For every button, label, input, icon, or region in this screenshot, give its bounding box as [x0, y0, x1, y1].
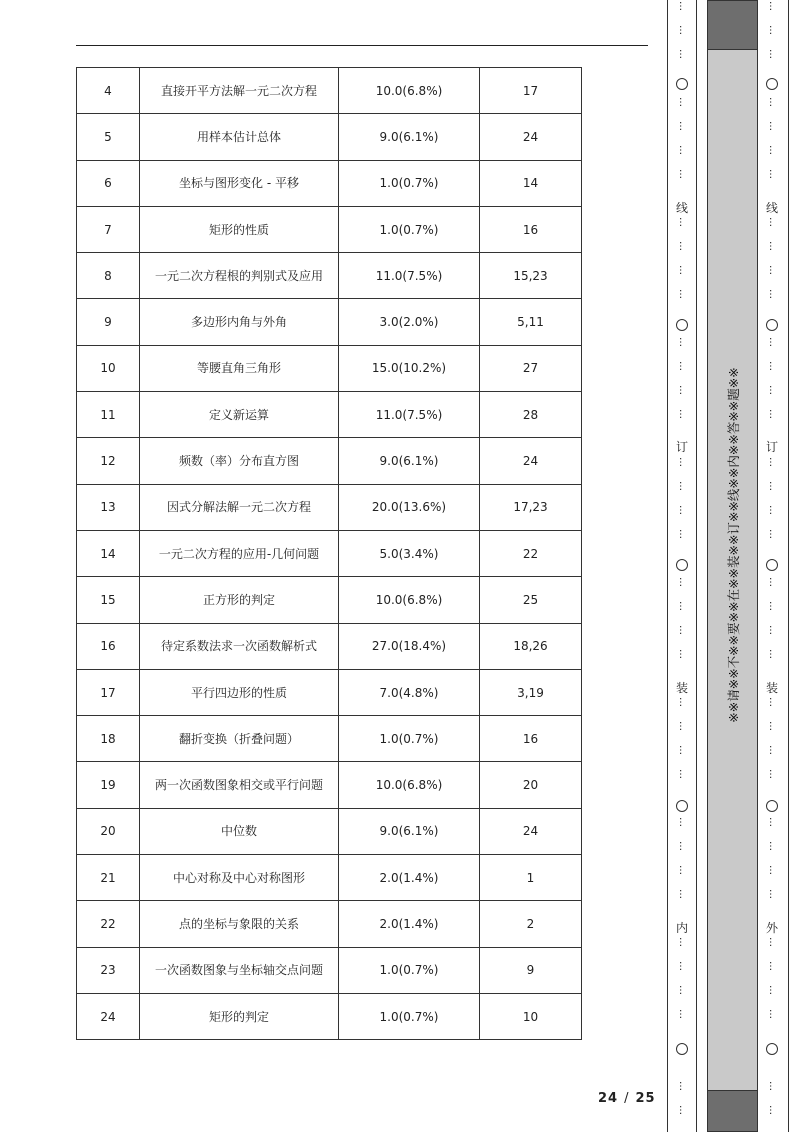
binding-dots-icon: …	[677, 865, 688, 875]
binding-dots-icon: …	[677, 817, 688, 827]
binding-dots-icon: …	[677, 769, 688, 779]
binding-dots-icon: …	[677, 529, 688, 539]
binding-column-inner	[674, 0, 690, 1132]
table-row	[77, 530, 582, 576]
binding-ring-icon	[676, 559, 688, 571]
binding-cap-bottom	[707, 1090, 758, 1132]
binding-dots-icon: …	[677, 49, 688, 59]
cell-score: 20.0(13.6%)	[339, 484, 480, 530]
table-row	[77, 716, 582, 762]
binding-dots-icon: …	[767, 97, 778, 107]
header-rule	[76, 45, 648, 46]
cell-number: 18	[77, 716, 140, 762]
binding-dots-icon: …	[767, 121, 778, 131]
cell-number: 22	[77, 901, 140, 947]
cell-items: 16	[480, 716, 582, 762]
binding-dots-icon: …	[677, 361, 688, 371]
binding-ring-icon	[766, 559, 778, 571]
binding-dots-icon: …	[767, 265, 778, 275]
binding-dots-icon: …	[767, 145, 778, 155]
cell-topic: 直接开平方法解一元二次方程	[140, 68, 339, 114]
table-row	[77, 993, 582, 1039]
binding-dots-icon: …	[677, 1081, 688, 1091]
cell-items: 20	[480, 762, 582, 808]
binding-dots-icon: …	[767, 577, 778, 587]
page-number	[598, 1091, 656, 1106]
cell-number: 7	[77, 206, 140, 252]
binding-dots-icon: …	[767, 1105, 778, 1115]
cell-topic: 矩形的性质	[140, 206, 339, 252]
binding-dots-icon: …	[677, 457, 688, 467]
table-row	[77, 623, 582, 669]
cell-items: 24	[480, 808, 582, 854]
table-row	[77, 669, 582, 715]
binding-dots-icon: …	[767, 289, 778, 299]
binding-dots-icon: …	[767, 769, 778, 779]
cell-items: 27	[480, 345, 582, 391]
cell-number: 4	[77, 68, 140, 114]
cell-items: 22	[480, 530, 582, 576]
binding-dots-icon: …	[767, 337, 778, 347]
binding-dots-icon: …	[677, 145, 688, 155]
binding-dots-icon: …	[677, 577, 688, 587]
cell-topic: 矩形的判定	[140, 993, 339, 1039]
cell-number: 21	[77, 855, 140, 901]
cell-items: 24	[480, 438, 582, 484]
binding-dots-icon: …	[677, 385, 688, 395]
cell-topic: 频数（率）分布直方图	[140, 438, 339, 484]
cell-score: 9.0(6.1%)	[339, 808, 480, 854]
binding-line-right	[788, 0, 789, 1132]
cell-items: 18,26	[480, 623, 582, 669]
cell-topic: 因式分解法解一元二次方程	[140, 484, 339, 530]
binding-ring-icon	[766, 1043, 778, 1055]
binding-ring-icon	[766, 78, 778, 90]
cell-score: 11.0(7.5%)	[339, 392, 480, 438]
binding-dots-icon: …	[767, 481, 778, 491]
knowledge-point-table	[76, 67, 582, 1040]
cell-items: 5,11	[480, 299, 582, 345]
binding-dots-icon: …	[767, 985, 778, 995]
cell-items: 2	[480, 901, 582, 947]
binding-dots-icon: …	[677, 1105, 688, 1115]
table-row	[77, 68, 582, 114]
binding-ring-icon	[676, 78, 688, 90]
cell-score: 27.0(18.4%)	[339, 623, 480, 669]
binding-line-inner	[696, 0, 697, 1132]
binding-dots-icon: …	[767, 169, 778, 179]
binding-ring-icon	[676, 1043, 688, 1055]
cell-topic: 等腰直角三角形	[140, 345, 339, 391]
cell-items: 24	[480, 114, 582, 160]
cell-score: 1.0(0.7%)	[339, 993, 480, 1039]
binding-dots-icon: …	[767, 1, 778, 11]
cell-topic: 多边形内角与外角	[140, 299, 339, 345]
cell-score: 9.0(6.1%)	[339, 114, 480, 160]
cell-topic: 正方形的判定	[140, 577, 339, 623]
cell-score: 11.0(7.5%)	[339, 253, 480, 299]
cell-score: 1.0(0.7%)	[339, 716, 480, 762]
binding-dots-icon: …	[767, 385, 778, 395]
binding-dots-icon: …	[767, 457, 778, 467]
current-page: 24	[598, 1091, 619, 1106]
cell-score: 10.0(6.8%)	[339, 762, 480, 808]
cell-number: 16	[77, 623, 140, 669]
cell-score: 1.0(0.7%)	[339, 160, 480, 206]
table-row	[77, 484, 582, 530]
binding-dots-icon: …	[767, 409, 778, 419]
binding-ring-icon	[676, 319, 688, 331]
cell-number: 17	[77, 669, 140, 715]
binding-dots-icon: …	[677, 265, 688, 275]
binding-dots-icon: …	[767, 961, 778, 971]
cell-topic: 用样本估计总体	[140, 114, 339, 160]
cell-score: 10.0(6.8%)	[339, 68, 480, 114]
table-row	[77, 345, 582, 391]
binding-warning-text: ※※请※※不※※要※※在※※装※※订※※线※※内※※答※※题※※	[726, 367, 741, 723]
cell-score: 2.0(1.4%)	[339, 855, 480, 901]
binding-dots-icon: …	[677, 937, 688, 947]
cell-topic: 一元二次方程的应用-几何问题	[140, 530, 339, 576]
table-body	[77, 68, 582, 1040]
table-row	[77, 206, 582, 252]
table-row	[77, 855, 582, 901]
table-row	[77, 577, 582, 623]
binding-column-outer	[764, 0, 780, 1132]
total-pages: 25	[635, 1091, 656, 1106]
binding-dots-icon: …	[677, 697, 688, 707]
binding-label: 外	[765, 921, 778, 935]
binding-dots-icon: …	[677, 409, 688, 419]
binding-dots-icon: …	[677, 889, 688, 899]
binding-dots-icon: …	[767, 529, 778, 539]
cell-number: 13	[77, 484, 140, 530]
table-row	[77, 438, 582, 484]
binding-label: 装	[675, 681, 688, 695]
binding-dots-icon: …	[677, 25, 688, 35]
cell-items: 16	[480, 206, 582, 252]
binding-dots-icon: …	[767, 361, 778, 371]
binding-dots-icon: …	[767, 841, 778, 851]
binding-dots-icon: …	[677, 217, 688, 227]
binding-dots-icon: …	[677, 601, 688, 611]
binding-dots-icon: …	[767, 217, 778, 227]
binding-label: 订	[765, 440, 778, 454]
binding-ring-icon	[766, 319, 778, 331]
binding-dots-icon: …	[677, 841, 688, 851]
cell-topic: 中位数	[140, 808, 339, 854]
binding-dots-icon: …	[677, 121, 688, 131]
binding-label: 内	[675, 921, 688, 935]
cell-items: 28	[480, 392, 582, 438]
table-row	[77, 808, 582, 854]
binding-dots-icon: …	[767, 1009, 778, 1019]
binding-dots-icon: …	[767, 865, 778, 875]
cell-items: 17	[480, 68, 582, 114]
cell-number: 23	[77, 947, 140, 993]
binding-dots-icon: …	[767, 817, 778, 827]
cell-topic: 一元二次方程根的判别式及应用	[140, 253, 339, 299]
cell-score: 1.0(0.7%)	[339, 206, 480, 252]
binding-label: 线	[675, 201, 688, 215]
cell-number: 24	[77, 993, 140, 1039]
binding-label: 订	[675, 440, 688, 454]
cell-items: 10	[480, 993, 582, 1039]
cell-items: 17,23	[480, 484, 582, 530]
cell-score: 3.0(2.0%)	[339, 299, 480, 345]
table-row	[77, 253, 582, 299]
binding-dots-icon: …	[677, 721, 688, 731]
table-row	[77, 392, 582, 438]
binding-dots-icon: …	[767, 697, 778, 707]
table-row	[77, 160, 582, 206]
cell-number: 9	[77, 299, 140, 345]
cell-number: 8	[77, 253, 140, 299]
cell-number: 15	[77, 577, 140, 623]
table-row	[77, 762, 582, 808]
cell-topic: 两一次函数图象相交或平行问题	[140, 762, 339, 808]
binding-dots-icon: …	[677, 745, 688, 755]
cell-score: 10.0(6.8%)	[339, 577, 480, 623]
binding-dots-icon: …	[767, 937, 778, 947]
cell-items: 14	[480, 160, 582, 206]
binding-dots-icon: …	[677, 169, 688, 179]
cell-items: 3,19	[480, 669, 582, 715]
binding-dots-icon: …	[767, 745, 778, 755]
binding-dots-icon: …	[767, 625, 778, 635]
cell-score: 5.0(3.4%)	[339, 530, 480, 576]
cell-topic: 一次函数图象与坐标轴交点问题	[140, 947, 339, 993]
cell-items: 1	[480, 855, 582, 901]
cell-topic: 定义新运算	[140, 392, 339, 438]
binding-dots-icon: …	[767, 241, 778, 251]
binding-dots-icon: …	[677, 961, 688, 971]
binding-dots-icon: …	[677, 241, 688, 251]
table-row	[77, 299, 582, 345]
binding-dots-icon: …	[677, 97, 688, 107]
cell-topic: 待定系数法求一次函数解析式	[140, 623, 339, 669]
cell-number: 12	[77, 438, 140, 484]
cell-number: 19	[77, 762, 140, 808]
binding-dots-icon: …	[677, 1009, 688, 1019]
cell-score: 9.0(6.1%)	[339, 438, 480, 484]
binding-dots-icon: …	[767, 889, 778, 899]
binding-dots-icon: …	[767, 49, 778, 59]
binding-ring-icon	[676, 800, 688, 812]
cell-number: 11	[77, 392, 140, 438]
binding-dots-icon: …	[677, 289, 688, 299]
binding-dots-icon: …	[677, 985, 688, 995]
cell-number: 10	[77, 345, 140, 391]
binding-dots-icon: …	[767, 649, 778, 659]
table-row	[77, 901, 582, 947]
binding-dots-icon: …	[767, 25, 778, 35]
binding-dots-icon: …	[767, 505, 778, 515]
cell-items: 15,23	[480, 253, 582, 299]
table-row	[77, 114, 582, 160]
binding-dots-icon: …	[677, 505, 688, 515]
cell-items: 25	[480, 577, 582, 623]
binding-ring-icon	[766, 800, 778, 812]
cell-score: 1.0(0.7%)	[339, 947, 480, 993]
binding-dots-icon: …	[677, 481, 688, 491]
cell-score: 15.0(10.2%)	[339, 345, 480, 391]
table-row	[77, 947, 582, 993]
binding-label: 线	[765, 201, 778, 215]
binding-line-left	[667, 0, 668, 1132]
cell-number: 5	[77, 114, 140, 160]
binding-dots-icon: …	[767, 1081, 778, 1091]
cell-topic: 坐标与图形变化 - 平移	[140, 160, 339, 206]
cell-topic: 平行四边形的性质	[140, 669, 339, 715]
binding-dots-icon: …	[677, 1, 688, 11]
binding-dots-icon: …	[767, 601, 778, 611]
cell-number: 20	[77, 808, 140, 854]
cell-items: 9	[480, 947, 582, 993]
cell-score: 2.0(1.4%)	[339, 901, 480, 947]
page-separator: /	[624, 1091, 630, 1106]
binding-dots-icon: …	[677, 337, 688, 347]
binding-dots-icon: …	[677, 625, 688, 635]
cell-topic: 翻折变换（折叠问题）	[140, 716, 339, 762]
binding-cap-top	[707, 0, 758, 50]
cell-number: 14	[77, 530, 140, 576]
cell-score: 7.0(4.8%)	[339, 669, 480, 715]
binding-dots-icon: …	[677, 649, 688, 659]
cell-number: 6	[77, 160, 140, 206]
cell-topic: 点的坐标与象限的关系	[140, 901, 339, 947]
binding-label: 装	[765, 681, 778, 695]
binding-dots-icon: …	[767, 721, 778, 731]
cell-topic: 中心对称及中心对称图形	[140, 855, 339, 901]
